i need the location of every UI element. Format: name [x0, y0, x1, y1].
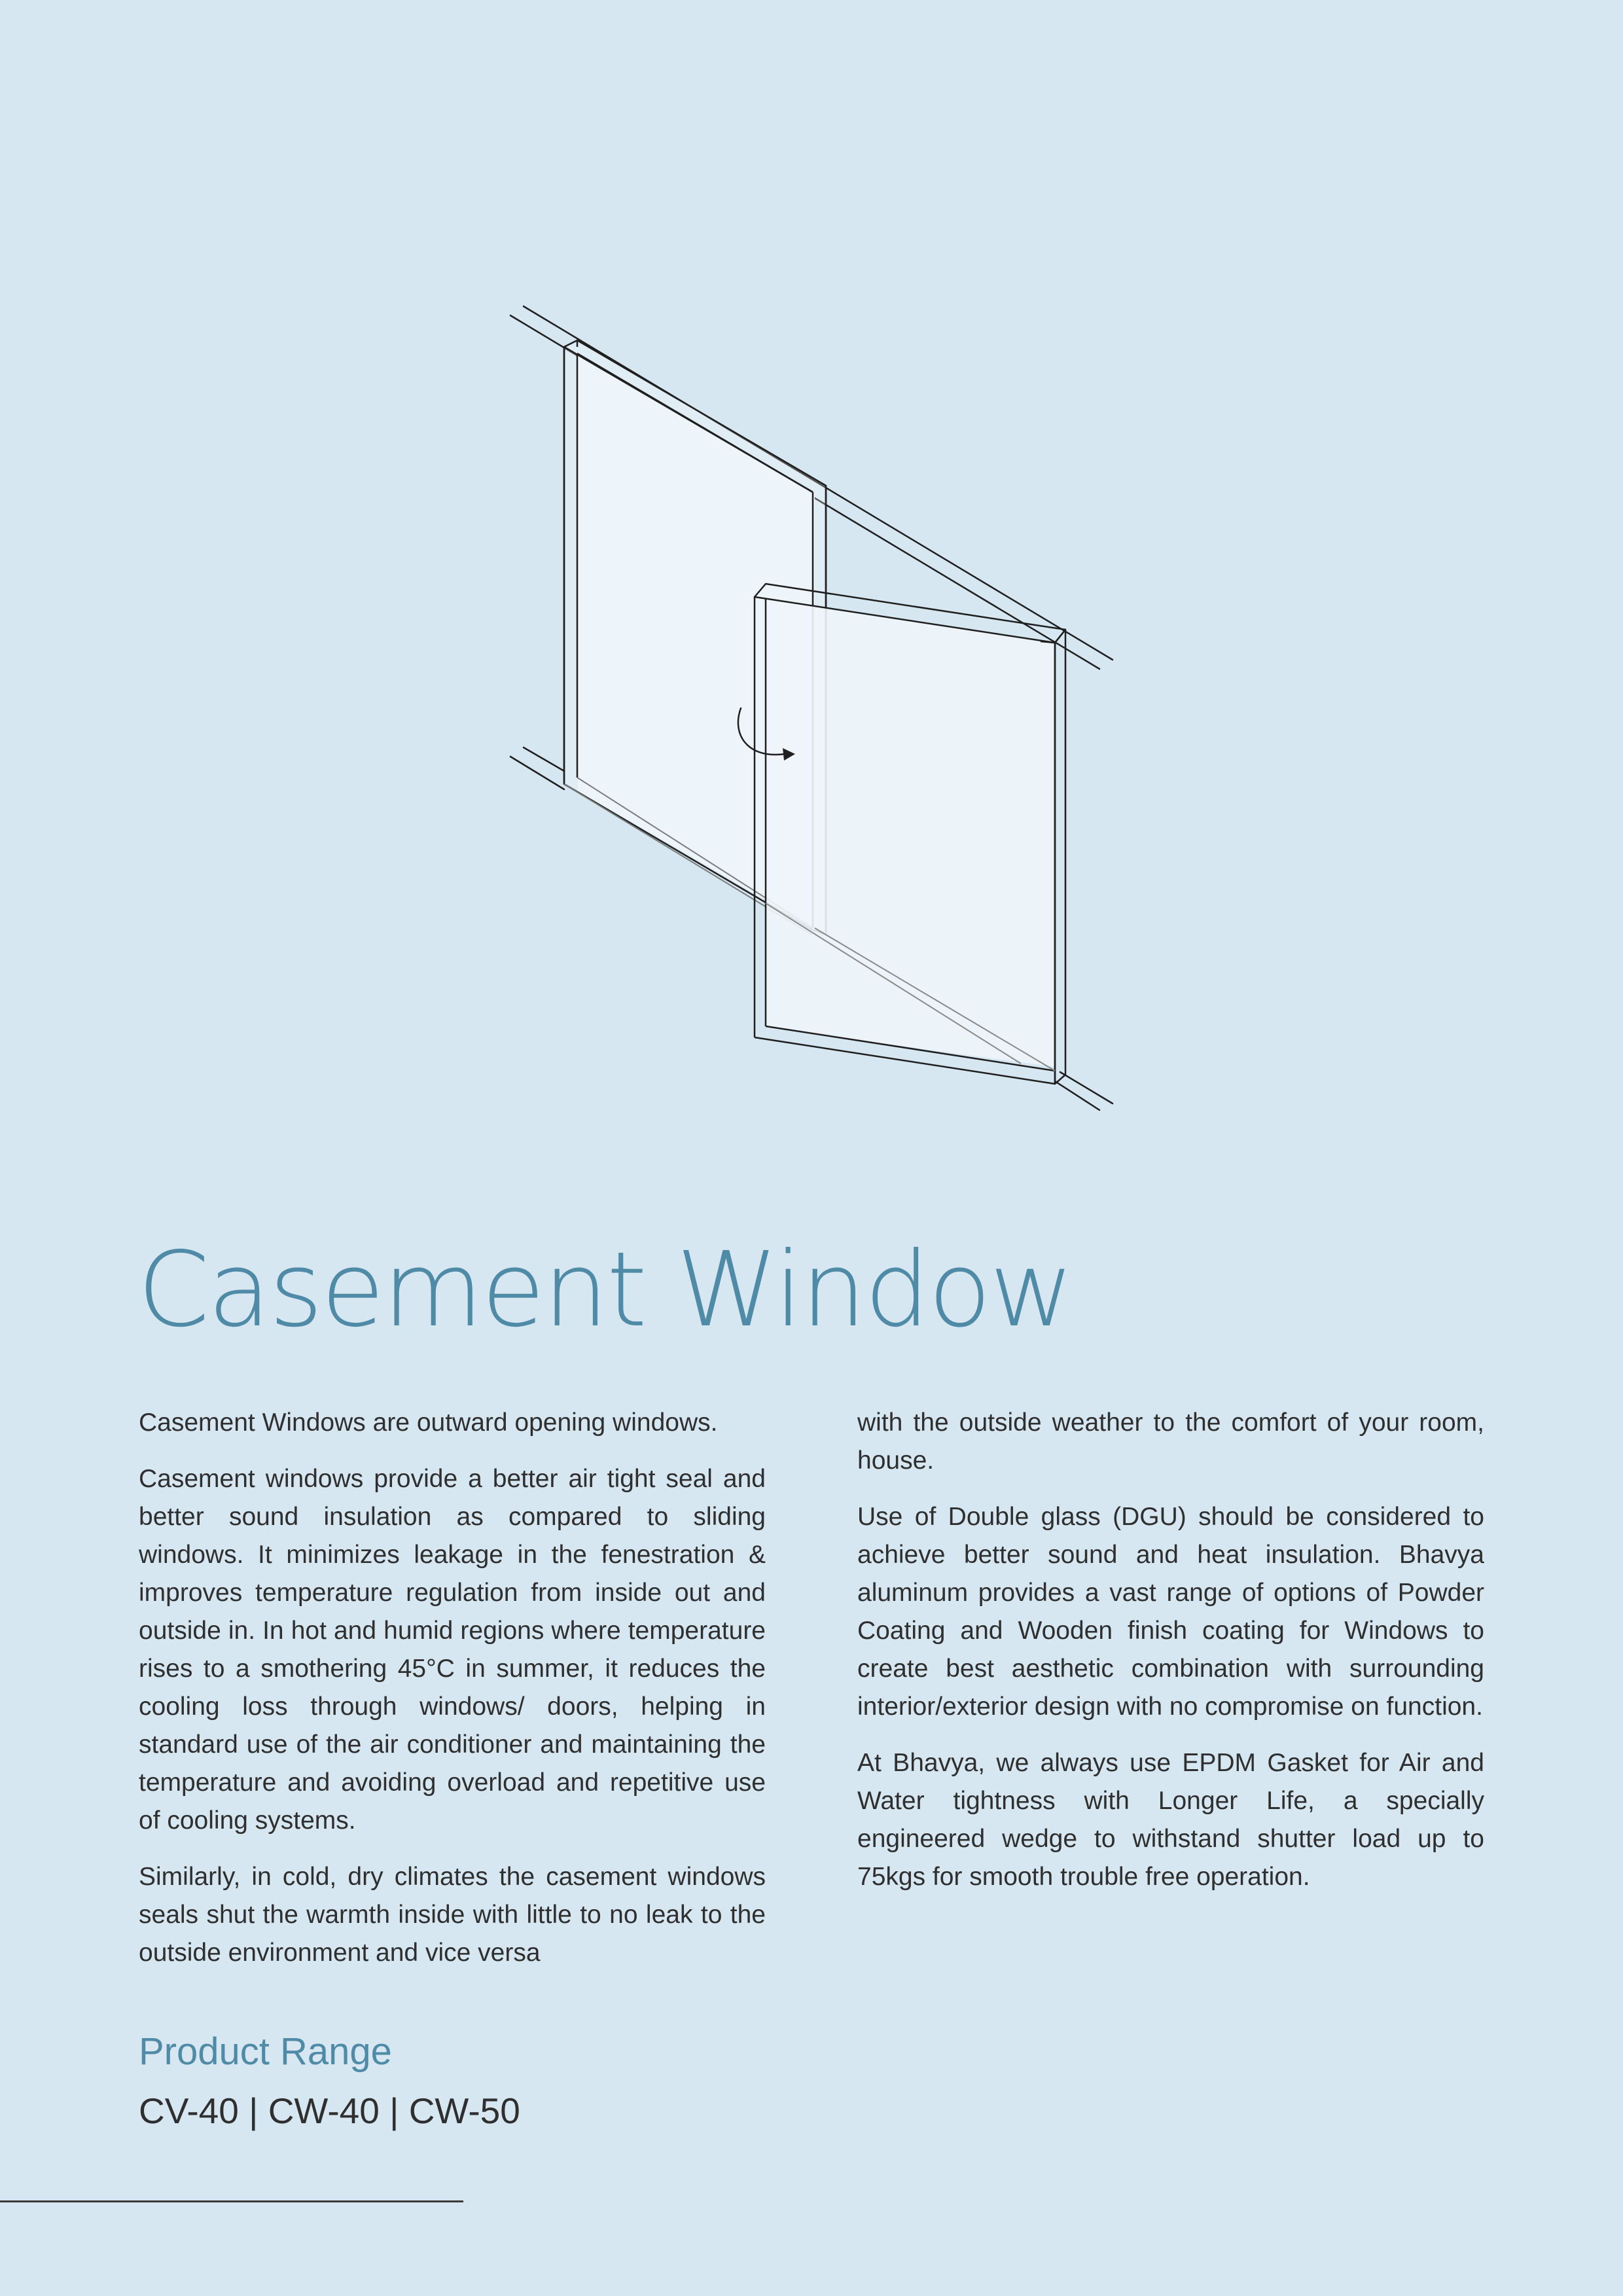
- continuation-paragraph: with the outside weather to the comfort of your room, house.: [857, 1408, 1484, 1475]
- page-title: Casement Window: [137, 1230, 1073, 1350]
- body-column-left: [139, 1404, 766, 1990]
- cold-climate-paragraph: Similarly, in cold, dry climates the casement windows seals shut the warmth inside with little to no leak to the outside environment and vice versa: [139, 1863, 766, 1967]
- seal-insulation-paragraph: Casement windows provide a better air tight seal and better sound insulation as compared to sliding windows. It minimizes leakage in the fenestration & improves temperature regulation from inside out and outside in. In hot and humid regions where temperature rises to a smothering 45°C in summer, it reduces the cooling loss through windows/ doors, helping in standard use of the air conditioner and maintaining the temperature and avoiding overload and repetitive use of cooling systems.: [139, 1465, 766, 1835]
- product-range-values: CV-40 | CW-40 | CW-50: [139, 2090, 520, 2131]
- footer-divider: [0, 2200, 463, 2202]
- opening-sash-panel: [755, 584, 1065, 1084]
- intro-paragraph: Casement Windows are outward opening windows.: [139, 1408, 718, 1437]
- epdm-gasket-paragraph: At Bhavya, we always use EPDM Gasket for Air and Water tightness with Longer Life, a specially engineered wedge to withstand shutter load up to 75kgs for smooth trouble free operation.: [857, 1749, 1484, 1891]
- body-column-right: [857, 1404, 1484, 1914]
- casement-window-illustration: [497, 288, 1126, 1126]
- double-glass-paragraph: Use of Double glass (DGU) should be considered to achieve better sound and heat insulation. Bhavya aluminum provides a vast range of options of Powder Coating and Wooden finish coating for Windows to create best aesthetic combination with surrounding interior/exterior design with no compromise on function.: [857, 1503, 1484, 1721]
- product-range-heading: Product Range: [139, 2030, 392, 2073]
